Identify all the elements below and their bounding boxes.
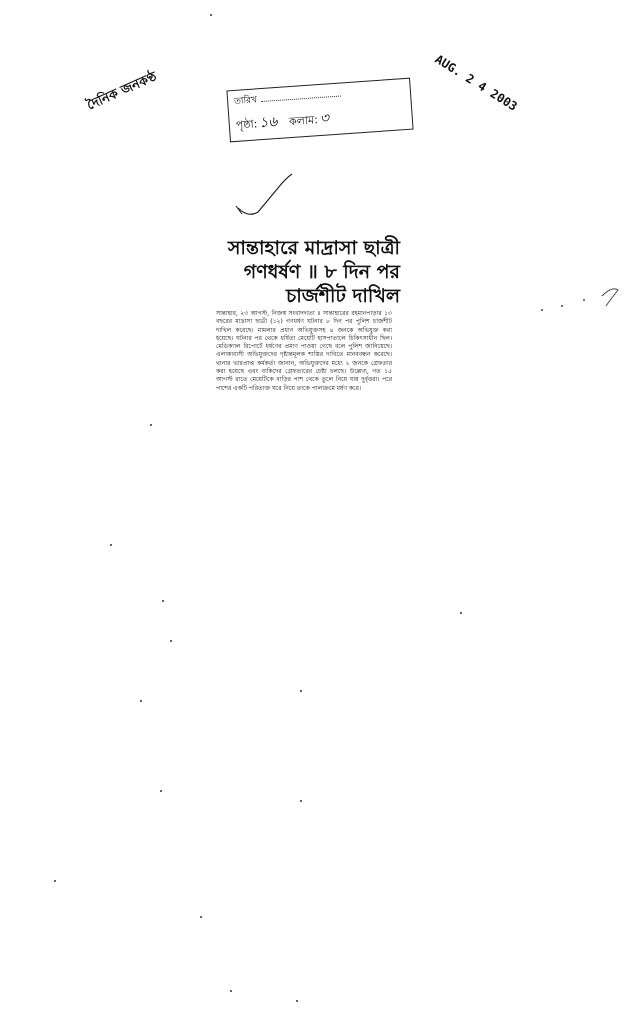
headline-line-1: সান্তাহারে মাদ্রাসা ছাত্রী: [227, 237, 400, 259]
scan-speck: [150, 424, 152, 426]
scan-speck: [140, 700, 142, 702]
scan-speck: [200, 916, 202, 918]
headline-line-3: চার্জশীট দাখিল: [286, 285, 400, 307]
article-headline: [210, 236, 400, 308]
scan-speck: [162, 600, 164, 602]
scan-speck: [210, 14, 212, 16]
scan-speck: [300, 690, 302, 692]
scan-speck: [460, 612, 462, 614]
stamp-column-value: ৩: [319, 110, 330, 128]
stamp-page-label: পৃষ্ঠা: [235, 117, 255, 132]
pen-tick-mark: [228, 168, 308, 228]
scan-speck: [230, 990, 232, 992]
article-body: সান্তাহার, ২৩ আগস্ট, নিজস্ব সংবাদদাতা ॥ সান্তাহারের রহমানপাড়ার ১৩ বছরের মাদ্রাসা ছাত্রী (১২) গণধর্ষণ ঘটনার ৮ দিন পর পুলিশ চার্জশীট দাখিল করেছে। মামলার প্রধান অভিযুক্তসহ ৪ জনকে অভিযুক্ত করা হয়েছে। ঘটনার পর থেকে ধর্ষিতা মেয়েটি হাসপাতালে চিকিৎসাধীন ছিল। মেডিক্যাল রিপোর্টে ধর্ষণের প্রমাণ পাওয়া গেছে বলে পুলিশ জানিয়েছে। এলাকাবাসী অভিযুক্তদের দৃষ্টান্তমূলক শাস্তির দাবিতে মানববন্ধন করেছে। থানার ভারপ্রাপ্ত কর্মকর্তা জানান, অভিযুক্তদের মধ্যে ২ জনকে গ্রেফতার করা হয়েছে এবং বাকিদের গ্রেফতারের চেষ্টা চলছে। উল্লেখ্য, গত ১৫ আগস্ট রাতে মেয়েটিকে বাড়ির পাশ থেকে তুলে নিয়ে যায় দুর্বৃত্তরা। পরে পাশের একটি পরিত্যক্ত ঘরে নিয়ে তাকে পালাক্রমে ধর্ষণ করে।: [216, 310, 392, 392]
scan-speck: [170, 640, 172, 642]
headline-line-2: গণধর্ষণ ॥ ৮ দিন পর: [243, 261, 400, 283]
stamp-page-value: ১৬: [258, 114, 279, 132]
scan-speck: [54, 880, 56, 882]
scan-speck: [300, 800, 302, 802]
stamp-column-label: কলাম: [288, 113, 315, 129]
newspaper-name-handwritten: দৈনিক জনকণ্ঠ: [84, 69, 160, 114]
date-stamp: AUG. 2 4 2003: [432, 52, 520, 114]
margin-scribble: [522, 276, 632, 336]
scan-speck: [296, 1000, 298, 1002]
scan-speck: [160, 790, 162, 792]
stamp-date-label: তারিখ: [233, 95, 258, 107]
clipping-rubber-stamp: [226, 78, 413, 143]
stamp-dotted-line: [261, 96, 341, 103]
scan-speck: [110, 544, 112, 546]
stamp-page-row: পৃষ্ঠা:১৬ কলাম:৩: [235, 110, 330, 132]
